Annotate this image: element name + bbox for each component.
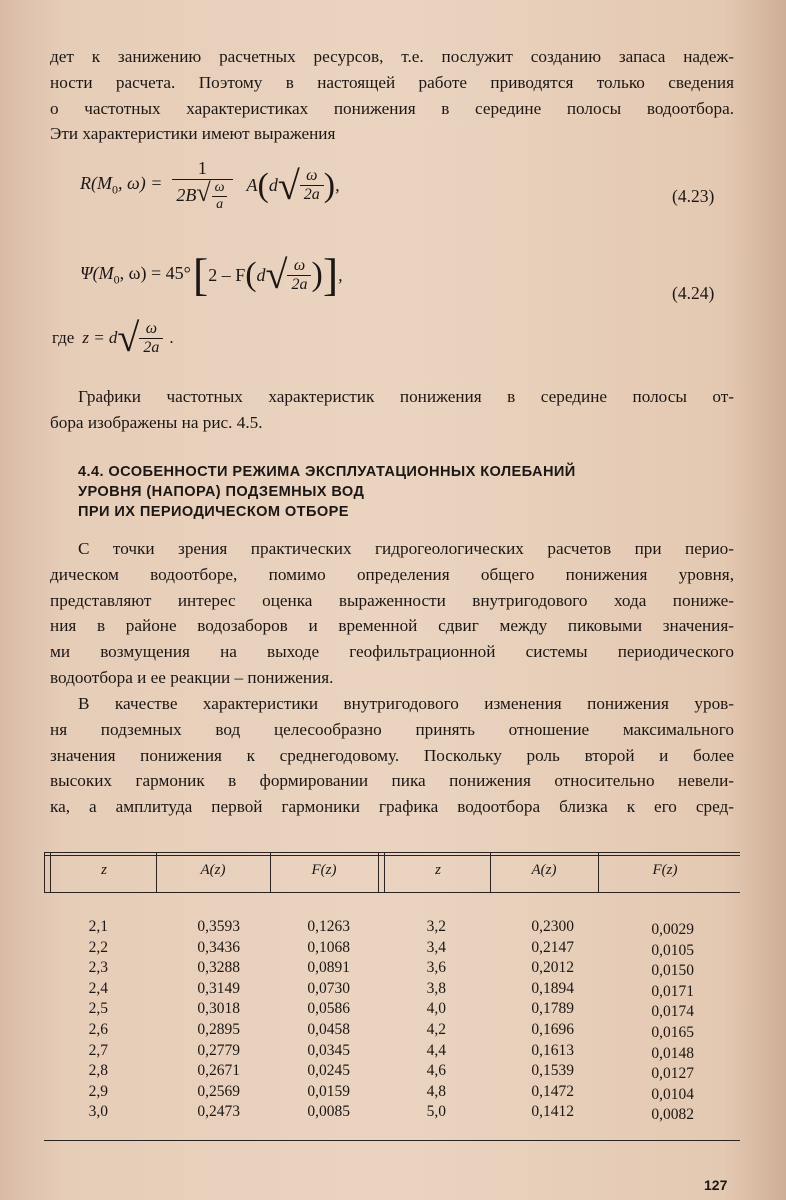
table-cell: 3,4 bbox=[426, 938, 446, 956]
text-line: значения понижения к среднегодовому. Поскольку роль второй и более bbox=[50, 745, 734, 765]
table-cell: 2,8 bbox=[88, 1062, 108, 1080]
column-header-f: F(z) bbox=[311, 862, 337, 878]
table-cell: 0,0085 bbox=[307, 1103, 350, 1121]
table-cell: 0,2147 bbox=[531, 938, 574, 956]
table-cell: 0,2895 bbox=[197, 1020, 240, 1038]
paragraph-section-body bbox=[50, 536, 734, 691]
table-cell: 3,2 bbox=[426, 918, 446, 935]
table-cell: 0,2012 bbox=[531, 959, 574, 977]
table-cell: 2,1 bbox=[88, 918, 108, 935]
table-cell: 0,1789 bbox=[531, 1000, 574, 1018]
table-cell: 4,6 bbox=[426, 1062, 446, 1080]
table-cell: 0,2569 bbox=[197, 1082, 240, 1100]
table-header-rule bbox=[44, 892, 740, 893]
table-cell: 2,2 bbox=[88, 938, 108, 956]
table-cell: 2,7 bbox=[88, 1041, 108, 1059]
table-cell: 2,5 bbox=[88, 1000, 108, 1018]
paragraph-graphs bbox=[50, 384, 734, 436]
table-cell: 0,0165 bbox=[651, 1023, 694, 1041]
column-f2 bbox=[634, 920, 694, 1126]
text-line: С точки зрения практических гидрогеологических расчетов при перио- bbox=[78, 539, 734, 558]
table-cell: 0,0458 bbox=[307, 1020, 350, 1038]
table-cell: 3,0 bbox=[88, 1103, 108, 1121]
table-cell: 0,0345 bbox=[307, 1041, 350, 1059]
column-header-z: z bbox=[101, 862, 107, 878]
eq2-inner: 2 – F bbox=[208, 264, 246, 285]
table-cell: 4,4 bbox=[426, 1041, 446, 1059]
table-cell: 0,1472 bbox=[531, 1082, 574, 1100]
column-header-z: z bbox=[435, 862, 441, 878]
table-cell: 3,6 bbox=[426, 959, 446, 977]
table-cell: 0,0150 bbox=[651, 962, 694, 980]
column-header-a: A(z) bbox=[200, 862, 226, 878]
table-cell: 0,1412 bbox=[531, 1103, 574, 1121]
table-cell: 5,0 bbox=[426, 1103, 446, 1121]
text-line: ности расчета. Поэтому в настоящей работе приводятся только сведения bbox=[50, 72, 734, 92]
column-header-f: F(z) bbox=[652, 862, 678, 878]
text-line: высоких гармоник в формировании пика понижения относительно невели- bbox=[50, 771, 734, 791]
eq1-arg-fraction: $\frac{\omega}{2a}$ bbox=[300, 167, 324, 204]
column-z1 bbox=[70, 917, 108, 1123]
eq1-func: A bbox=[246, 175, 258, 196]
table-cell: 0,2300 bbox=[531, 918, 574, 935]
text-line: ния в районе водозаборов и временной сдвиг между пиковыми значения- bbox=[50, 616, 734, 636]
text-line: дическом водоотборе, помимо определения общего понижения уровня, bbox=[50, 564, 734, 584]
equation-number: (4.23) bbox=[672, 186, 715, 206]
table-cell: 0,1696 bbox=[531, 1020, 574, 1038]
paragraph-characteristics bbox=[50, 691, 734, 820]
table-cell: 0,3149 bbox=[197, 979, 240, 997]
text-line: Эти характеристики имеют выражения bbox=[50, 124, 336, 144]
table-cell: 4,0 bbox=[426, 1000, 446, 1018]
column-header-a: A(z) bbox=[531, 862, 557, 878]
eq2-lhs: $\Psi(M_0$, ω) = 45° bbox=[80, 262, 191, 287]
text-line: водоотбора и ее реакции – понижения. bbox=[50, 667, 334, 687]
table-cell: 2,4 bbox=[88, 979, 108, 997]
text-line: дет к занижению расчетных ресурсов, т.е. послужит созданию запаса надеж- bbox=[50, 47, 734, 66]
paragraph-intro bbox=[50, 44, 734, 147]
table-cell: 0,0082 bbox=[651, 1106, 694, 1124]
eq1-denominator: 2B√ $\frac{\omega}{a}$ bbox=[172, 179, 232, 213]
text-line: о частотных характеристиках понижения в середине полосы водоотбора. bbox=[50, 98, 734, 118]
text-line: ка, а амплитуда первой гармоники графика водоотбора близка к его сред- bbox=[50, 797, 734, 817]
table-cell: 0,3018 bbox=[197, 1000, 240, 1018]
table-cell: 2,9 bbox=[88, 1082, 108, 1100]
eq2-arg-fraction: $\frac{\omega}{2a}$ bbox=[287, 257, 311, 294]
table-cell: 2,6 bbox=[88, 1020, 108, 1038]
page-number: 127 bbox=[704, 1177, 728, 1193]
table-cell: 0,0171 bbox=[651, 982, 694, 1000]
table-cell: 0,2779 bbox=[197, 1041, 240, 1059]
column-a1 bbox=[180, 917, 240, 1123]
table-cell: 0,1613 bbox=[531, 1041, 574, 1059]
table-cell: 0,3436 bbox=[197, 938, 240, 956]
table-bottom-rule bbox=[44, 1140, 740, 1141]
equation-4-24: $\Psi(M_0$, ω) = 45° [ 2 – F ( d √ $\frac{\omega}{2a}$ ) ] , bbox=[80, 249, 343, 300]
table-cell: 0,0891 bbox=[307, 959, 350, 977]
table-cell: 2,3 bbox=[88, 959, 108, 977]
eq1-lhs: $R(M_0$, ω) = bbox=[80, 173, 163, 197]
table-cell: 0,0174 bbox=[651, 1003, 694, 1021]
where-clause: где z = d √ $\frac{\omega}{2a}$ . bbox=[52, 315, 174, 360]
table-cell: 0,0586 bbox=[307, 1000, 350, 1018]
table-cell: 4,8 bbox=[426, 1082, 446, 1100]
text-line: ми возмущения на выходе геофильтрационной системы периодического bbox=[50, 642, 734, 662]
table-cell: 0,0127 bbox=[651, 1065, 694, 1083]
table-cell: 0,0029 bbox=[651, 921, 694, 938]
table-cell: 0,0104 bbox=[651, 1085, 694, 1103]
table-cell: 0,0245 bbox=[307, 1062, 350, 1080]
equation-number: (4.24) bbox=[672, 283, 715, 303]
table-cell: 3,8 bbox=[426, 979, 446, 997]
table-cell: 4,2 bbox=[426, 1020, 446, 1038]
eq1-arg: d bbox=[268, 175, 278, 196]
table-cell: 0,3593 bbox=[197, 918, 240, 935]
text-line: ня подземных вод целесообразно принять отношение максимального bbox=[50, 719, 734, 739]
column-a2 bbox=[514, 917, 574, 1123]
table-cell: 0,2671 bbox=[197, 1062, 240, 1080]
table-cell: 0,0148 bbox=[651, 1044, 694, 1062]
table-cell: 0,1263 bbox=[307, 918, 350, 935]
text-line: бора изображены на рис. 4.5. bbox=[50, 412, 263, 432]
table-top-rule bbox=[44, 855, 740, 856]
column-z2 bbox=[410, 917, 446, 1123]
table-cell: 0,1894 bbox=[531, 979, 574, 997]
eq1-fraction: 1 2B√ $\frac{\omega}{a}$ bbox=[172, 158, 232, 213]
column-f1 bbox=[290, 917, 350, 1123]
section-heading: 4.4. ОСОБЕННОСТИ РЕЖИМА ЭКСПЛУАТАЦИОННЫХ КОЛЕБАНИЙ УРОВНЯ (НАПОРА) ПОДЗЕМНЫХ ВОД ПРИ ИХ ПЕРИОДИЧЕСКОМ ОТБОРЕ bbox=[78, 464, 576, 520]
text-line: представляют интерес оценка выраженности внутригодового хода пониже- bbox=[50, 590, 734, 610]
where-fraction: $\frac{\omega}{2a}$ bbox=[139, 320, 163, 357]
text-line: В качестве характеристики внутригодового изменения понижения уров- bbox=[78, 694, 734, 713]
table-cell: 0,1539 bbox=[531, 1062, 574, 1080]
equation-4-23: $R(M_0$, ω) = 1 2B√ $\frac{\omega}{a}$ A ( d √ $\frac{\omega}{2a}$ ) , bbox=[80, 158, 340, 213]
table-cell: 0,1068 bbox=[307, 938, 350, 956]
table-cell: 0,0159 bbox=[307, 1082, 350, 1100]
text-line: Графики частотных характеристик понижения в середине полосы от- bbox=[78, 387, 734, 406]
table-cell: 0,0730 bbox=[307, 979, 350, 997]
table-cell: 0,0105 bbox=[651, 941, 694, 959]
table-cell: 0,3288 bbox=[197, 959, 240, 977]
table-cell: 0,2473 bbox=[197, 1103, 240, 1121]
table-top-rule bbox=[44, 852, 740, 853]
